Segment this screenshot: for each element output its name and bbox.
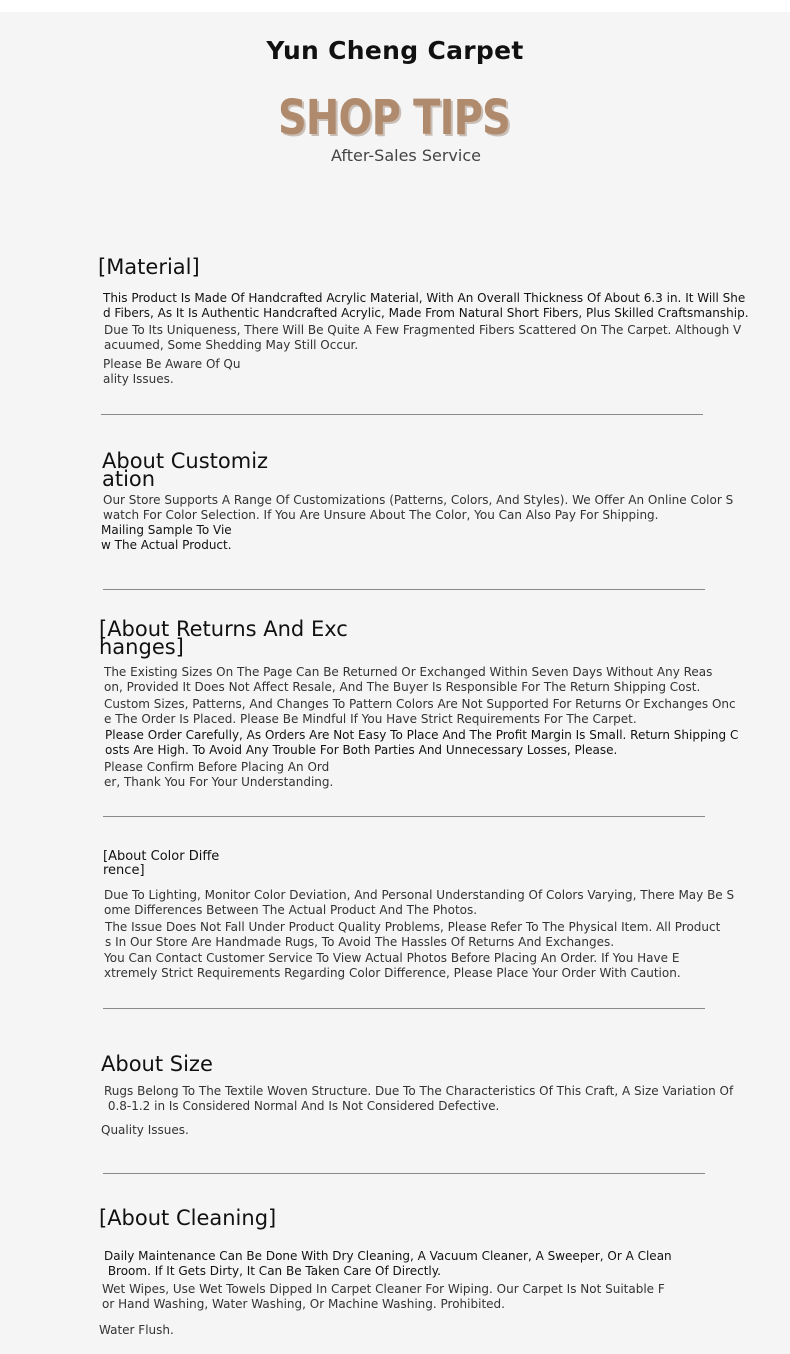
returns-paragraph-4: Please Confirm Before Placing An Ord er, Thank You For Your Understanding. [104,760,334,789]
material-paragraph-1: This Product Is Made Of Handcrafted Acrylic Material, With An Overall Thickness Of About 6.3 in. It Will She d Fibers, As It Is Authentic Handcrafted Acrylic, Made From Natural Short Fibers, Plus Skilled Craftsmanship. [103,291,749,320]
section-title-customization: About Customiz ation [102,449,269,491]
customization-paragraph-1: Our Store Supports A Range Of Customizations (Patterns, Colors, And Styles). We Offer An Online Color S watch For Color Selection. If You Are Unsure About The Color, You Can Also Pay For Shipping. [103,493,734,522]
section-divider [103,816,705,817]
returns-paragraph-1: The Existing Sizes On The Page Can Be Returned Or Exchanged Within Seven Days Without Any Reas on, Provided It Does Not Affect Resale, And The Buyer Is Responsible For The Return Shipping Cost. [104,665,713,694]
section-title-size: About Size [101,1052,213,1076]
color-paragraph-2: The Issue Does Not Fall Under Product Quality Problems, Please Refer To The Physical Item. All Product s In Our Store Are Handmade Rugs, To Avoid The Hassles Of Returns And Exchanges. [105,920,721,949]
section-title-returns: [About Returns And Exc hanges] [99,617,348,659]
cleaning-paragraph-1: Daily Maintenance Can Be Done With Dry Cleaning, A Vacuum Cleaner, A Sweeper, Or A Clean Broom. If It Gets Dirty, It Can Be Taken Care Of Directly. [104,1249,672,1278]
section-title-material: [Material] [98,255,200,279]
section-title-color-difference: [About Color Diffe rence] [103,849,220,878]
returns-paragraph-2: Custom Sizes, Patterns, And Changes To Pattern Colors Are Not Supported For Returns Or Exchanges Onc e The Order Is Placed. Please Be Mindful If You Have Strict Requirements For The Carpet. [104,697,736,726]
brand-title: Yun Cheng Carpet [266,36,524,65]
cleaning-paragraph-2: Wet Wipes, Use Wet Towels Dipped In Carpet Cleaner For Wiping. Our Carpet Is Not Suitable F or Hand Washing, Water Washing, Or Machine Washing. Prohibited. [102,1282,665,1311]
cleaning-paragraph-3: Water Flush. [99,1323,174,1337]
shop-tips-logo [278,76,514,148]
size-paragraph-1: Rugs Belong To The Textile Woven Structure. Due To The Characteristics Of This Craft, A Size Variation Of 0.8-1.2 in Is Considered Normal And Is Not Considered Defective. [104,1084,734,1113]
returns-paragraph-3: Please Order Carefully, As Orders Are Not Easy To Place And The Profit Margin Is Small. Return Shipping C osts Are High. To Avoid Any Trouble For Both Parties And Unnecessary Losses, Please. [105,728,739,757]
color-paragraph-3: You Can Contact Customer Service To View Actual Photos Before Placing An Order. If You Have E xtremely Strict Requirements Regarding Color Difference, Please Place Your Order With Caution. [104,951,681,980]
section-divider [103,589,705,590]
customization-paragraph-2: Mailing Sample To Vie w The Actual Product. [101,523,232,552]
page-subtitle: After-Sales Service [331,146,481,165]
section-divider [103,1008,705,1009]
section-divider [101,414,703,415]
section-title-cleaning: [About Cleaning] [99,1206,277,1230]
material-paragraph-3: Please Be Aware Of Qu ality Issues. [103,357,241,386]
color-paragraph-1: Due To Lighting, Monitor Color Deviation, And Personal Understanding Of Colors Varying, There May Be S ome Differences Between The Actual Product And The Photos. [104,888,735,917]
size-paragraph-2: Quality Issues. [101,1123,189,1137]
svg-text:SHOP TIPS: SHOP TIPS [278,90,510,146]
material-paragraph-2: Due To Its Uniqueness, There Will Be Quite A Few Fragmented Fibers Scattered On The Carpet. Although V acuumed, Some Shedding May Still Occur. [104,323,742,352]
section-divider [103,1173,705,1174]
svg-text:SHOP TIPS: SHOP TIPS [280,92,512,148]
